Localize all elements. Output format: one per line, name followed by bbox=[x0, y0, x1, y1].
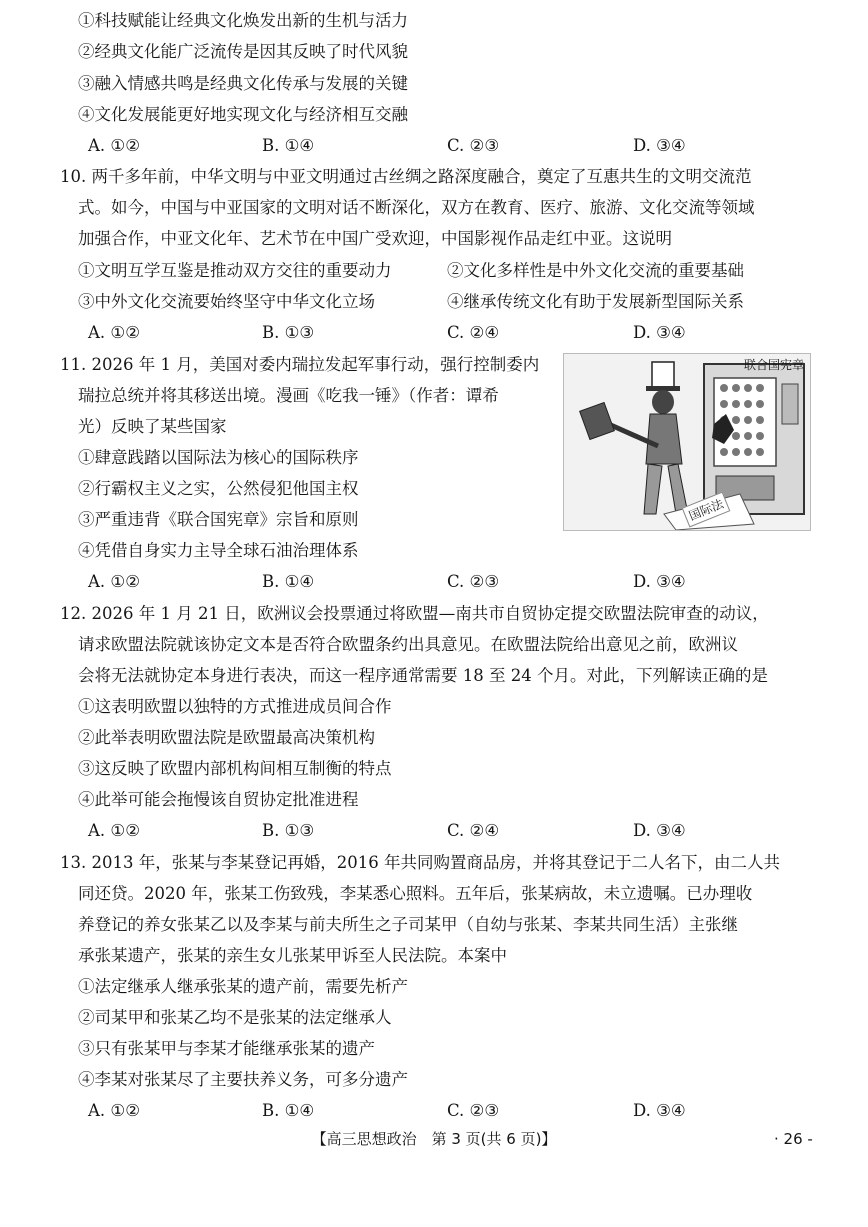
q11-option-a: A. ①② bbox=[88, 572, 140, 591]
q13-stem-line-3: 养登记的养女张某乙以及李某与前夫所生之子司某甲（自幼与张某、李某共同生活）主张继 bbox=[78, 915, 738, 934]
q12-stem-line-1: 12. 2026 年 1 月 21 日，欧洲议会投票通过将欧盟—南共市自贸协定提交欧盟法院审查的动议， bbox=[60, 604, 769, 623]
q13-item-3: ③只有张某甲与李某才能继承张某的遗产 bbox=[78, 1039, 375, 1058]
q11-stem-line-2: 瑞拉总统并将其移送出境。漫画《吃我一锤》（作者：谭希 bbox=[78, 386, 499, 405]
q11-option-d: D. ③④ bbox=[633, 572, 686, 591]
q11-item-4: ④凭借自身实力主导全球石油治理体系 bbox=[78, 541, 359, 560]
q10-option-d: D. ③④ bbox=[633, 323, 686, 342]
q11-option-c: C. ②③ bbox=[447, 572, 500, 591]
q10-option-b: B. ①③ bbox=[262, 323, 315, 342]
q9-option-b: B. ①④ bbox=[262, 136, 315, 155]
cartoon-law-label: 国际法 bbox=[682, 492, 731, 528]
q9-item-1: ①科技赋能让经典文化焕发出新的生机与活力 bbox=[78, 11, 408, 30]
q11-item-2: ②行霸权主义之实，公然侵犯他国主权 bbox=[78, 479, 359, 498]
q11-item-1: ①肆意践踏以国际法为核心的国际秩序 bbox=[78, 448, 359, 467]
q9-option-a: A. ①② bbox=[88, 136, 140, 155]
q9-item-2: ②经典文化能广泛流传是因其反映了时代风貌 bbox=[78, 42, 408, 61]
q11-option-b: B. ①④ bbox=[262, 572, 315, 591]
page-footer: 【高三思想政治 第 3 页(共 6 页)】 bbox=[311, 1130, 557, 1148]
q13-item-1: ①法定继承人继承张某的遗产前，需要先析产 bbox=[78, 977, 408, 996]
q12-item-4: ④此举可能会拖慢该自贸协定批准进程 bbox=[78, 790, 359, 809]
q13-option-b: B. ①④ bbox=[262, 1101, 315, 1120]
cartoon-illustration bbox=[564, 354, 810, 530]
q9-option-c: C. ②③ bbox=[447, 136, 500, 155]
q13-option-d: D. ③④ bbox=[633, 1101, 686, 1120]
q12-option-d: D. ③④ bbox=[633, 821, 686, 840]
q9-item-4: ④文化发展能更好地实现文化与经济相互交融 bbox=[78, 105, 408, 124]
q11-stem-line-3: 光）反映了某些国家 bbox=[78, 417, 227, 436]
q9-option-d: D. ③④ bbox=[633, 136, 686, 155]
q12-item-1: ①这表明欧盟以独特的方式推进成员间合作 bbox=[78, 697, 392, 716]
q10-item-3: ③中外文化交流要始终坚守中华文化立场 bbox=[78, 292, 375, 311]
q10-item-2: ②文化多样性是中外文化交流的重要基础 bbox=[447, 261, 744, 280]
q9-item-3: ③融入情感共鸣是经典文化传承与发展的关键 bbox=[78, 74, 408, 93]
q10-stem-line-2: 式。如今，中国与中亚国家的文明对话不断深化，双方在教育、医疗、旅游、文化交流等领域 bbox=[78, 198, 755, 217]
cartoon-title-label: 联合国宪章 bbox=[743, 358, 804, 372]
q10-item-1: ①文明互学互鉴是推动双方交往的重要动力 bbox=[78, 261, 392, 280]
q10-option-a: A. ①② bbox=[88, 323, 140, 342]
q13-option-c: C. ②③ bbox=[447, 1101, 500, 1120]
q12-option-a: A. ①② bbox=[88, 821, 140, 840]
cartoon-image bbox=[563, 353, 811, 531]
q12-option-c: C. ②④ bbox=[447, 821, 500, 840]
q12-stem-line-2: 请求欧盟法院就该协定文本是否符合欧盟条约出具意见。在欧盟法院给出意见之前，欧洲议 bbox=[78, 635, 738, 654]
q11-item-3: ③严重违背《联合国宪章》宗旨和原则 bbox=[78, 510, 359, 529]
q13-item-4: ④李某对张某尽了主要扶养义务，可多分遗产 bbox=[78, 1070, 408, 1089]
q10-stem-line-1: 10. 两千多年前，中华文明与中亚文明通过古丝绸之路深度融合，奠定了互惠共生的文明交流范 bbox=[60, 167, 752, 186]
q10-stem-line-3: 加强合作，中亚文化年、艺术节在中国广受欢迎，中国影视作品走红中亚。这说明 bbox=[78, 229, 672, 248]
q12-option-b: B. ①③ bbox=[262, 821, 315, 840]
q11-stem-line-1: 11. 2026 年 1 月，美国对委内瑞拉发起军事行动，强行控制委内 bbox=[60, 355, 540, 374]
q12-stem-line-3: 会将无法就协定本身进行表决，而这一程序通常需要 18 至 24 个月。对此，下列解读正确的是 bbox=[78, 666, 768, 685]
q13-stem-line-1: 13. 2013 年，张某与李某登记再婚，2016 年共同购置商品房，并将其登记于二人名下，由二人共 bbox=[60, 853, 780, 872]
q12-item-3: ③这反映了欧盟内部机构间相互制衡的特点 bbox=[78, 759, 392, 778]
q10-option-c: C. ②④ bbox=[447, 323, 500, 342]
page-code: · 26 - bbox=[774, 1130, 813, 1148]
q10-item-4: ④继承传统文化有助于发展新型国际关系 bbox=[447, 292, 744, 311]
q12-item-2: ②此举表明欧盟法院是欧盟最高决策机构 bbox=[78, 728, 375, 747]
q13-item-2: ②司某甲和张某乙均不是张某的法定继承人 bbox=[78, 1008, 392, 1027]
q13-stem-line-4: 承张某遗产，张某的亲生女儿张某甲诉至人民法院。本案中 bbox=[78, 946, 507, 965]
q13-stem-line-2: 同还贷。2020 年，张某工伤致残，李某悉心照料。五年后，张某病故，未立遗嘱。已办理收 bbox=[78, 884, 753, 903]
q13-option-a: A. ①② bbox=[88, 1101, 140, 1120]
